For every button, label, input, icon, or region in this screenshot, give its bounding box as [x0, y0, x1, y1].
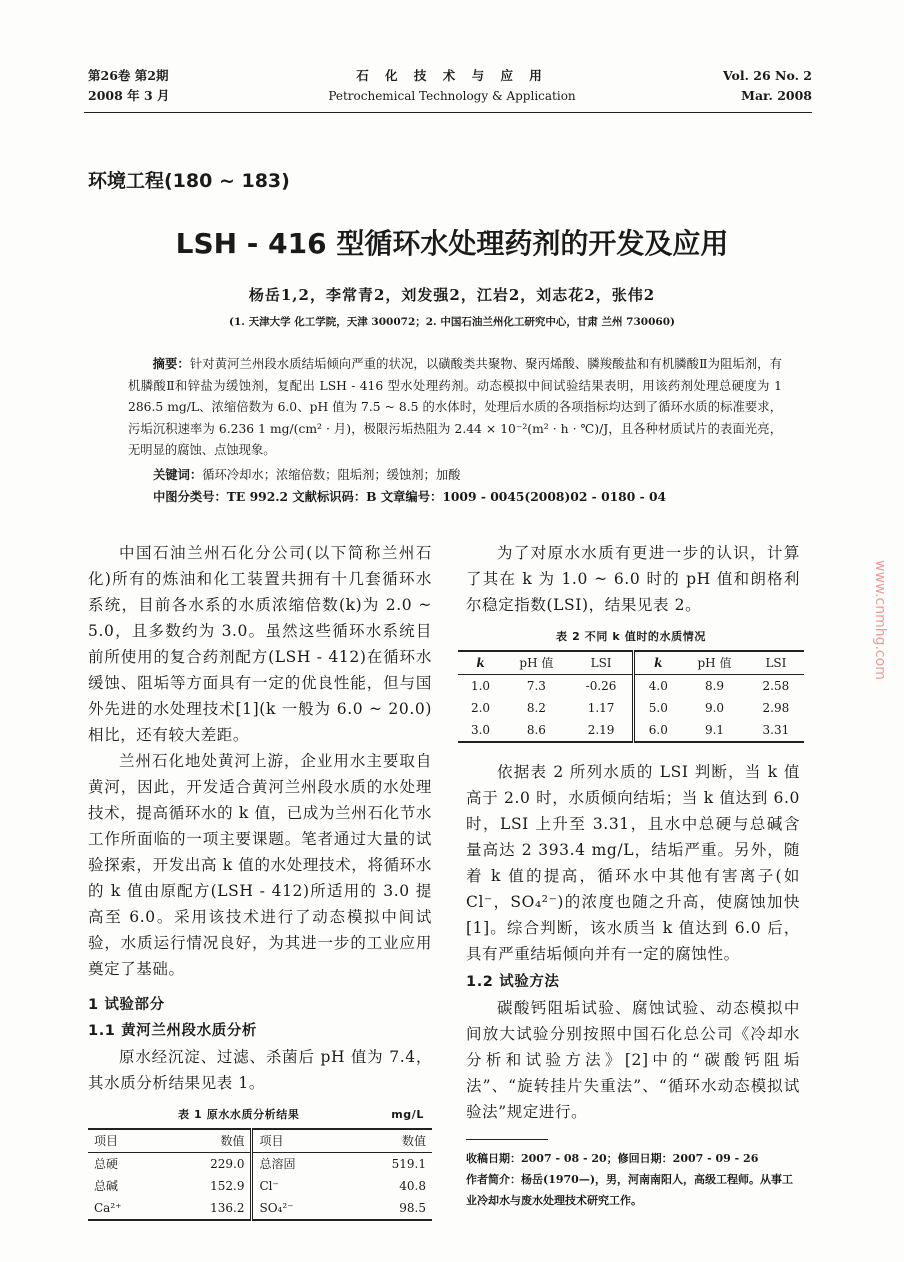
paragraph: 中国石油兰州石化分公司(以下简称兰州石化)所有的炼油和化工装置共拥有十几套循环水系统，目前各水系的水质浓缩倍数(k)为 2.0 ~ 5.0，且多数约为 3.0。虽然这些循环水系统目前所使用的复合药剂配方(LSH - 412)在循环水缓蚀、阻垢等方面具有一定的优良性能，但与国外先进的水处理技术[1](k 一般为 6.0 ~ 20.0)相比，还有较大差距。: [88, 544, 432, 744]
table-cell: 152.9: [162, 1175, 252, 1197]
left-column: [88, 540, 432, 1221]
table-cell: 8.9: [704, 679, 725, 693]
heading-1: 1 试验部分: [88, 997, 165, 1013]
table-cell: 136.2: [162, 1197, 252, 1220]
table-1-caption: 表 1 原水水质分析结果: [178, 1108, 300, 1121]
paragraph: 为了对原水水质有更进一步的认识，计算了其在 k 为 1.0 ~ 6.0 时的 pH 值和朗格利尔稳定指数(LSI)，结果见表 2。: [466, 544, 800, 614]
col-header: LSI: [765, 656, 787, 670]
received-date: 收稿日期：2007 - 08 - 20；修回日期：2007 - 09 - 26: [466, 1152, 759, 1165]
table-row: [458, 719, 804, 742]
table-cell: 8.6: [526, 723, 546, 737]
header-rule: [84, 112, 812, 113]
heading-1-1: 1.1 黄河兰州段水质分析: [88, 1023, 258, 1039]
section-label: 环境工程(180 ~ 183): [88, 170, 290, 192]
table-cell: Cl⁻: [259, 1179, 279, 1193]
table-row: [458, 697, 804, 719]
date-cn: 2008 年 3 月: [88, 88, 170, 103]
journal-en: Petrochemical Technology & Application: [328, 89, 576, 103]
journal-cn: 石 化 技 术 与 应 用: [356, 68, 548, 83]
col-header: 项目: [94, 1134, 119, 1148]
table-cell: 3.0: [470, 723, 491, 737]
authors: 杨岳1,2，李常青2，刘发强2，江岩2，刘志花2，张伟2: [248, 286, 656, 304]
col-header: pH 值: [697, 656, 732, 670]
table-cell: 3.31: [762, 723, 790, 737]
table-row: [458, 675, 804, 698]
table-cell: 519.1: [391, 1157, 426, 1171]
table-cell: 229.0: [162, 1153, 252, 1176]
footnote: [466, 1148, 800, 1211]
abstract-label: 摘要：: [152, 357, 190, 371]
table-cell: 总碱: [94, 1179, 119, 1193]
paragraph: 依据表 2 所列水质的 LSI 判断，当 k 值高于 2.0 时，水质倾向结垢；当 k 值达到 6.0 时，LSI 上升至 3.31，且水中总硬与总碱含量高达 2 393.4 mg/L，结垢严重。另外，随着 k 值的提高，循环水中其他有害离子(如 Cl⁻，SO₄²⁻)的浓度也随之升高，使腐蚀加快[1]。综合判断，该水质当 k 值达到 6.0 后，具有严重结垢倾向并有一定的腐蚀性。: [466, 763, 800, 963]
table-cell: 5.0: [648, 701, 668, 715]
table-1-unit: mg/L: [391, 1108, 424, 1121]
volume-cn: 第26卷 第2期: [88, 68, 169, 83]
table-cell: 4.0: [648, 679, 668, 693]
abstract: [128, 354, 782, 462]
keywords-label: 关键词：: [153, 466, 203, 482]
abstract-text: 针对黄河兰州段水质结垢倾向严重的状况，以磺酸类共聚物、聚丙烯酸、膦羧酸盐和有机膦酸Ⅱ为阻垢剂，有机膦酸Ⅱ和锌盐为缓蚀剂，复配出 LSH - 416 型水处理药剂。动态模拟中间试验结果表明，用该药剂处理总硬度为 1 286.5 mg/L、浓缩倍数为 6.0、pH 值为 7.5 ~ 8.5 的水体时，处理后水质的各项指标均达到了循环水质的标准要求，污垢沉积速率为 6.236 1 mg/(cm² · 月)，极限污垢热阻为 2.44 × 10⁻²(m² · h · ℃)/J，且各种材质试片的表面光亮，无明显的腐蚀、点蚀现象。: [128, 357, 782, 457]
table-row: [88, 1153, 432, 1176]
table-1: [88, 1106, 432, 1221]
col-header: LSI: [570, 651, 634, 675]
paragraph: 兰州石化地处黄河上游，企业用水主要取自黄河，因此，开发适合黄河兰州段水质的水处理技术，提高循环水的 k 值，已成为兰州石化节水工作所面临的一项主要课题。笔者通过大量的试验探索，开发出高 k 值的水处理技术，将循环水的 k 值由原配方(LSH - 412)所适用的 3.0 提高至 6.0。采用该技术进行了动态模拟中间试验，水质运行情况良好，为其进一步的工业应用奠定了基础。: [88, 752, 432, 978]
author-bio: 作者简介：杨岳(1970—)，男，河南南阳人，高级工程师。从事工业冷却水与废水处理技术研究工作。: [466, 1173, 794, 1207]
table-cell: 9.0: [704, 701, 725, 715]
header-center: [252, 66, 652, 106]
table-row: [88, 1175, 432, 1197]
table-cell: 总硬: [94, 1157, 119, 1171]
right-column: [466, 540, 800, 1211]
table-2-caption: 表 2 不同 k 值时的水质情况: [556, 630, 706, 643]
table-cell: 2.98: [762, 701, 790, 715]
table-cell: 1.0: [470, 679, 491, 693]
table-cell: 总溶固: [259, 1157, 296, 1171]
keywords: 循环冷却水；浓缩倍数；阻垢剂；缓蚀剂；加酸: [202, 467, 461, 482]
table-cell: Ca²⁺: [94, 1201, 122, 1215]
table-cell: 7.3: [526, 679, 546, 693]
col-header: k: [476, 656, 485, 670]
table-cell: 2.58: [762, 679, 790, 693]
table-cell: 2.19: [570, 719, 634, 742]
table-cell: 1.17: [570, 697, 634, 719]
volume-en: Vol. 26 No. 2: [722, 68, 812, 83]
classification: 中图分类号：TE 992.2 文献标识码：B 文章编号：1009 - 0045(2008)02 - 0180 - 04: [153, 489, 667, 504]
col-header: pH 值: [519, 656, 554, 670]
table-cell: 9.1: [704, 723, 725, 737]
heading-1-2: 1.2 试验方法: [466, 974, 560, 990]
table-cell: 40.8: [399, 1179, 426, 1193]
date-en: Mar. 2008: [741, 88, 812, 103]
affiliation: (1. 天津大学 化工学院，天津 300072；2. 中国石油兰州化工研究中心，甘肃 兰州 730060): [229, 316, 675, 328]
paper-title: LSH - 416 型循环水处理药剂的开发及应用: [175, 227, 729, 260]
header-right: [723, 66, 812, 106]
watermark: www.cnmhg.com: [872, 560, 888, 680]
table-cell: 8.2: [526, 701, 546, 715]
header-left: [88, 66, 170, 106]
paragraph: 碳酸钙阻垢试验、腐蚀试验、动态模拟中间放大试验分别按照中国石化总公司《冷却水分析和试验方法》[2]中的“碳酸钙阻垢法”、“旋转挂片失重法”、“循环水动态模拟试验法”规定进行。: [466, 999, 800, 1121]
table-cell: SO₄²⁻: [259, 1201, 294, 1215]
table-cell: 2.0: [470, 701, 491, 715]
table-cell: 6.0: [648, 723, 668, 737]
table-2: [458, 628, 804, 743]
paragraph: 原水经沉淀、过滤、杀菌后 pH 值为 7.4，其水质分析结果见表 1。: [88, 1048, 432, 1092]
abstract-block: [128, 354, 782, 508]
table-row: [88, 1197, 432, 1220]
col-header: 数值: [401, 1134, 426, 1148]
table-cell: -0.26: [570, 675, 634, 698]
footnote-rule: [466, 1139, 548, 1140]
col-header: 项目: [259, 1134, 284, 1148]
keywords-block: [128, 464, 782, 508]
table-cell: 98.5: [399, 1201, 426, 1215]
col-header: k: [654, 656, 663, 670]
col-header: 数值: [162, 1129, 252, 1153]
